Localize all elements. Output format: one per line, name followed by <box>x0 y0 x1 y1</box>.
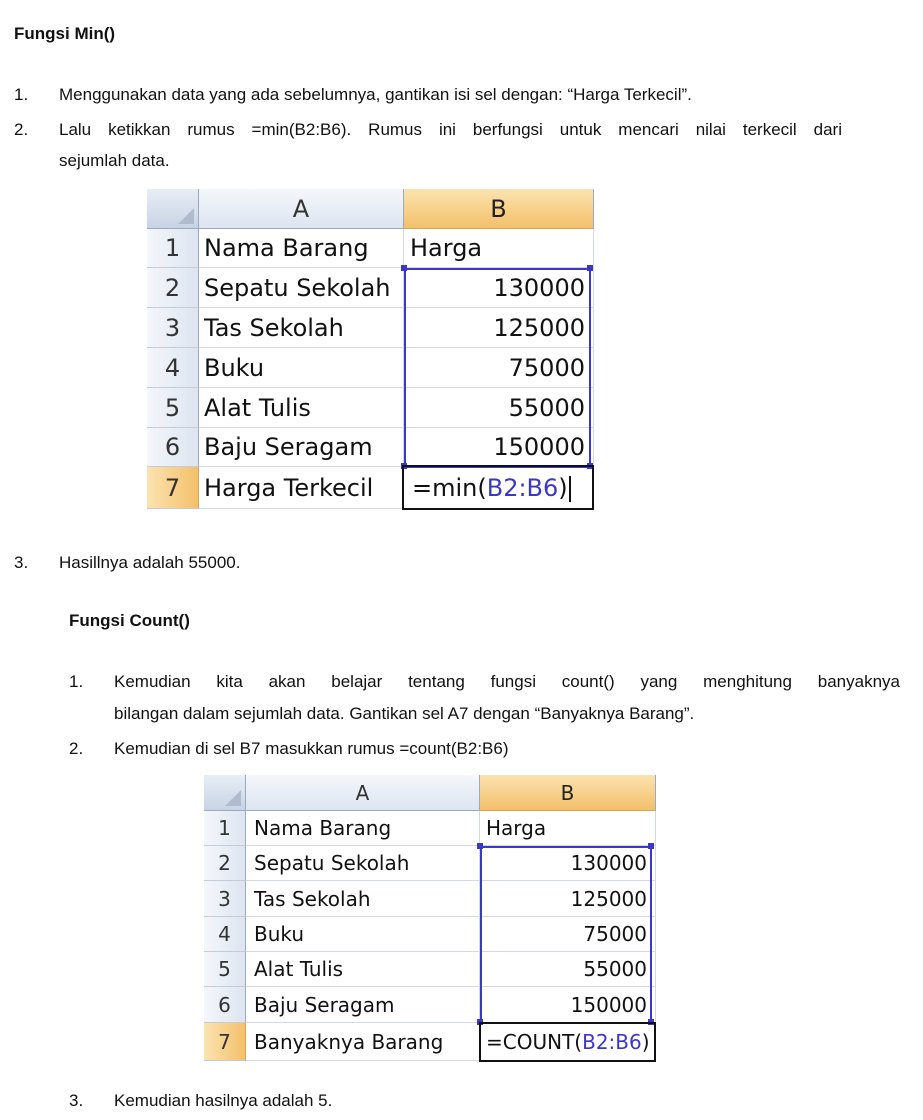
range-handle-bottom-left[interactable] <box>401 463 407 469</box>
cell-b5[interactable]: 55000 <box>480 952 656 987</box>
text-cursor <box>569 476 571 502</box>
step-text: Hasillnya adalah 55000. <box>59 553 241 572</box>
column-header-a[interactable]: A <box>199 189 404 229</box>
select-all-corner[interactable] <box>204 775 246 811</box>
step-text-line2: sejumlah data. <box>59 151 170 170</box>
column-header-b[interactable]: B <box>480 775 656 811</box>
cell-a5[interactable]: Alat Tulis <box>199 388 404 428</box>
row-header-5[interactable]: 5 <box>204 952 246 987</box>
row-header-3[interactable]: 3 <box>147 308 199 348</box>
cell-b1[interactable]: Harga <box>404 229 594 268</box>
row-header-6[interactable]: 6 <box>147 428 199 467</box>
row-header-7[interactable]: 7 <box>147 467 199 509</box>
step-number: 2. <box>69 739 84 758</box>
step-text: Menggunakan data yang ada sebelumnya, gantikan isi sel dengan: “Harga Terkecil”. <box>59 85 692 104</box>
cell-a3[interactable]: Tas Sekolah <box>199 308 404 348</box>
cell-a1[interactable]: Nama Barang <box>246 811 480 846</box>
formula-range-reference: B2:B6 <box>486 474 559 502</box>
cell-b4[interactable]: 75000 <box>404 348 594 388</box>
cell-b4[interactable]: 75000 <box>480 917 656 952</box>
range-handle-top-left[interactable] <box>477 843 483 849</box>
count-step-1 <box>69 671 909 725</box>
section-title-min: Fungsi Min() <box>14 24 116 43</box>
min-step-2 <box>14 119 894 172</box>
cell-b7-formula[interactable] <box>480 1023 656 1061</box>
step-number: 2. <box>14 120 29 139</box>
cell-b2[interactable]: 130000 <box>404 268 594 308</box>
row-header-3[interactable]: 3 <box>204 881 246 917</box>
formula-prefix: =COUNT( <box>486 1030 583 1054</box>
cell-b7-formula[interactable] <box>404 467 594 509</box>
cell-b6[interactable]: 150000 <box>404 428 594 467</box>
cell-a4[interactable]: Buku <box>246 917 480 952</box>
step-number: 1. <box>14 85 29 104</box>
row-header-6[interactable]: 6 <box>204 987 246 1023</box>
step-number: 3. <box>14 553 29 572</box>
cell-a7[interactable]: Banyaknya Barang <box>246 1023 480 1061</box>
row-header-7[interactable]: 7 <box>204 1023 246 1061</box>
formula-prefix: =min( <box>412 474 487 502</box>
formula-suffix: ) <box>641 1030 650 1054</box>
row-header-4[interactable]: 4 <box>204 917 246 952</box>
range-handle-bottom-right[interactable] <box>648 1019 654 1025</box>
spreadsheet-count <box>204 775 659 1065</box>
cell-a5[interactable]: Alat Tulis <box>246 952 480 987</box>
cell-a6[interactable]: Baju Seragam <box>199 428 404 467</box>
row-header-4[interactable]: 4 <box>147 348 199 388</box>
spreadsheet-min <box>147 189 597 512</box>
cell-a6[interactable]: Baju Seragam <box>246 987 480 1023</box>
select-all-corner[interactable] <box>147 189 199 229</box>
cell-a7[interactable]: Harga Terkecil <box>199 467 404 509</box>
formula-suffix: ) <box>558 474 568 502</box>
step-text-line1: Lalu ketikkan rumus =min(B2:B6). Rumus ini berfungsi untuk mencari nilai terkecil dari <box>59 120 842 139</box>
cell-b2[interactable]: 130000 <box>480 846 656 881</box>
step-text: Kemudian di sel B7 masukkan rumus =count(B2:B6) <box>114 739 509 758</box>
cell-b3[interactable]: 125000 <box>480 881 656 917</box>
range-handle-top-right[interactable] <box>648 843 654 849</box>
step-text-line1: Kemudian kita akan belajar tentang fungsi count() yang menghitung banyaknya <box>114 672 900 691</box>
section-title-count: Fungsi Count() <box>69 611 190 630</box>
cell-a2[interactable]: Sepatu Sekolah <box>199 268 404 308</box>
cell-b5[interactable]: 55000 <box>404 388 594 428</box>
range-handle-bottom-left[interactable] <box>477 1019 483 1025</box>
row-header-1[interactable]: 1 <box>204 811 246 846</box>
cell-b6[interactable]: 150000 <box>480 987 656 1023</box>
formula-range-reference: B2:B6 <box>582 1030 642 1054</box>
range-handle-bottom-right[interactable] <box>587 463 593 469</box>
range-handle-top-right[interactable] <box>587 265 593 271</box>
cell-a4[interactable]: Buku <box>199 348 404 388</box>
cell-a3[interactable]: Tas Sekolah <box>246 881 480 917</box>
column-header-a[interactable]: A <box>246 775 480 811</box>
column-header-b[interactable]: B <box>404 189 594 229</box>
cell-a1[interactable]: Nama Barang <box>199 229 404 268</box>
step-text: Kemudian hasilnya adalah 5. <box>114 1091 333 1110</box>
row-header-2[interactable]: 2 <box>204 846 246 881</box>
step-number: 1. <box>69 672 84 691</box>
cell-a2[interactable]: Sepatu Sekolah <box>246 846 480 881</box>
row-header-2[interactable]: 2 <box>147 268 199 308</box>
step-number: 3. <box>69 1091 84 1110</box>
cell-b1[interactable]: Harga <box>480 811 656 846</box>
range-handle-top-left[interactable] <box>401 265 407 271</box>
row-header-5[interactable]: 5 <box>147 388 199 428</box>
cell-b3[interactable]: 125000 <box>404 308 594 348</box>
step-text-line2: bilangan dalam sejumlah data. Gantikan sel A7 dengan “Banyaknya Barang”. <box>114 704 695 723</box>
row-header-1[interactable]: 1 <box>147 229 199 268</box>
